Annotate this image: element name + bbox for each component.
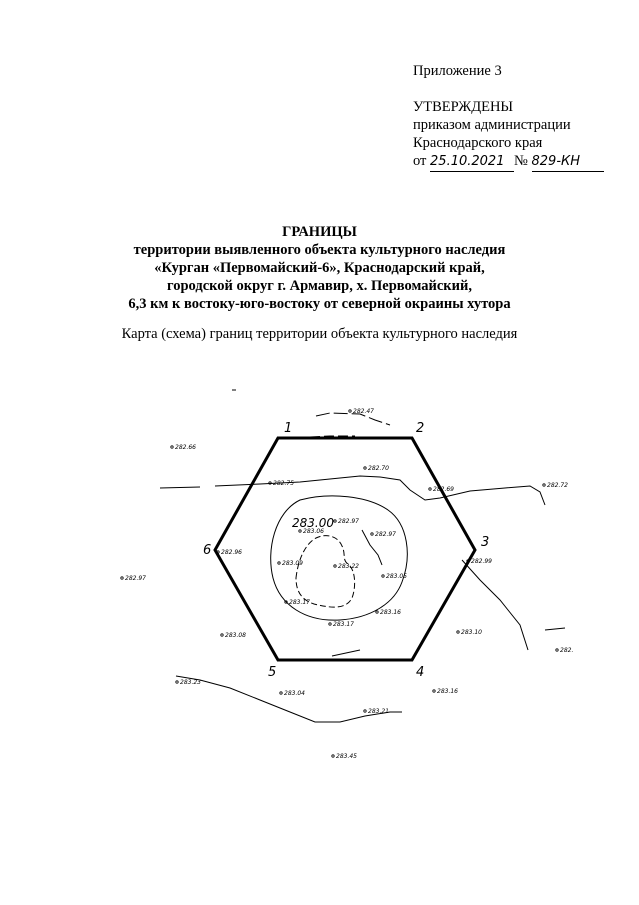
spot-height <box>332 753 357 760</box>
title-heading: ГРАНИЦЫ <box>282 224 357 240</box>
spot-height <box>329 621 354 628</box>
date-value: 25.10.2021 <box>430 153 514 172</box>
spot-height-label: 282. <box>560 647 574 654</box>
spot-height <box>429 486 454 493</box>
approved-label: УТВЕРЖДЕНЫ <box>413 99 514 115</box>
spot-height-label: 282.97 <box>375 531 396 538</box>
spot-height-label: 283.16 <box>380 609 401 616</box>
spot-height <box>278 560 303 567</box>
spot-height <box>299 528 324 535</box>
spot-height-label: 283.08 <box>225 632 246 639</box>
number-sign: № <box>514 153 528 169</box>
spot-height-label: 283.05 <box>386 573 407 580</box>
vertex-label-6: 6 <box>203 543 212 558</box>
spot-height-label: 283.17 <box>333 621 354 628</box>
terrain-line-south-2 <box>332 650 360 656</box>
spot-height-label: 283.06 <box>303 528 324 535</box>
spot-height-label: 283.45 <box>336 753 357 760</box>
contour-label: 283.00 <box>292 516 334 530</box>
region-line: Краснодарского края <box>413 135 543 151</box>
spot-height-label: 282.47 <box>353 408 374 415</box>
spot-height <box>382 573 407 580</box>
spot-height-label: 282.66 <box>175 444 196 451</box>
spot-height <box>364 465 389 472</box>
appendix-label: Приложение 3 <box>413 63 502 79</box>
terrain-line-east-2 <box>545 628 565 630</box>
spot-height-label: 283.09 <box>282 560 303 567</box>
vertex-label-3: 3 <box>481 535 490 550</box>
spot-height <box>349 408 374 415</box>
spot-height-label: 283.22 <box>338 563 359 570</box>
number-value: 829-КН <box>532 153 604 172</box>
spot-height-label: 282.70 <box>368 465 389 472</box>
spot-height-label: 283.17 <box>289 599 310 606</box>
spot-height-label: 282.75 <box>273 480 294 487</box>
terrain-line-south <box>176 676 402 722</box>
spot-height <box>217 549 242 556</box>
title-line-4: 6,3 км к востоку-юго-востоку от северной окраины хутора <box>128 296 511 312</box>
spot-height <box>285 599 310 606</box>
spot-height-label: 282.72 <box>547 482 568 489</box>
spot-height-label: 282.69 <box>433 486 454 493</box>
vertex-label-2: 2 <box>416 421 425 436</box>
vertex-label-1: 1 <box>284 421 293 436</box>
spot-height <box>269 480 294 487</box>
spot-height <box>371 531 396 538</box>
spot-height-label: 283.23 <box>180 679 201 686</box>
spot-height-label: 282.97 <box>125 575 146 582</box>
spot-height-label: 283.21 <box>368 708 389 715</box>
spot-height <box>457 629 482 636</box>
title-line-3: городской округ г. Армавир, х. Первомайский, <box>166 278 472 294</box>
spot-height-label: 282.99 <box>471 558 492 565</box>
map-subtitle: Карта (схема) границ территории объекта культурного наследия <box>121 326 518 342</box>
spot-height-label: 283.16 <box>437 688 458 695</box>
spot-height <box>280 690 305 697</box>
spot-height-label: 282.97 <box>338 518 359 525</box>
vertex-label-4: 4 <box>416 665 425 680</box>
spot-height-label: 282.96 <box>221 549 242 556</box>
spot-height <box>364 708 389 715</box>
date-prefix: от <box>413 153 427 169</box>
terrain-line-north <box>160 476 545 505</box>
spot-height <box>171 444 196 451</box>
title-line-2: «Курган «Первомайский-6», Краснодарский край, <box>154 260 485 276</box>
order-line: приказом администрации <box>413 117 571 133</box>
spot-height <box>334 563 359 570</box>
spot-height <box>433 688 458 695</box>
title-line-1: территории выявленного объекта культурного наследия <box>133 242 506 258</box>
terrain-line-east <box>462 560 528 650</box>
spot-height-label: 283.04 <box>284 690 305 697</box>
spot-height <box>334 518 359 525</box>
spot-height <box>121 575 146 582</box>
spot-height <box>556 647 574 654</box>
contour-inner <box>296 536 355 607</box>
spot-height <box>176 679 201 686</box>
spot-height <box>467 558 492 565</box>
spot-height <box>376 609 401 616</box>
spot-height <box>221 632 246 639</box>
spot-height-label: 283.10 <box>461 629 482 636</box>
spot-height <box>543 482 568 489</box>
vertex-label-5: 5 <box>268 665 277 680</box>
